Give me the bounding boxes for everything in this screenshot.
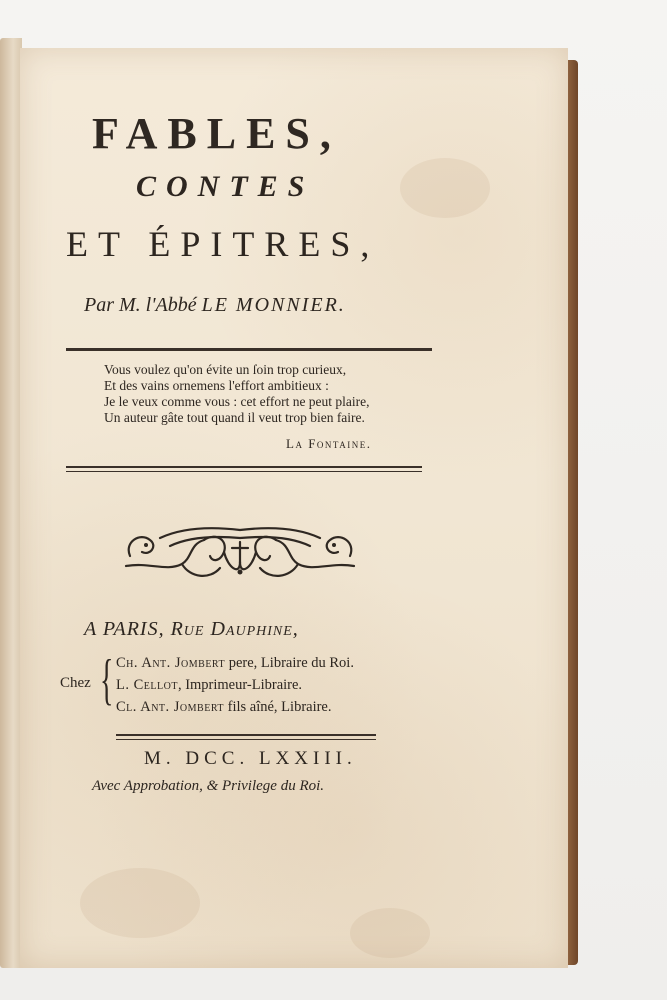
- book-left-edge: [0, 38, 22, 968]
- publisher-line: [116, 696, 436, 718]
- publisher-detail: fils aîné, Libraire.: [224, 699, 332, 715]
- foxing-stain: [400, 158, 490, 218]
- title-line-1: FABLES,: [92, 109, 341, 158]
- publisher-name: Cl. Ant. Jombert: [116, 699, 224, 715]
- publisher-line: [116, 674, 436, 696]
- foxing-stain: [350, 908, 430, 958]
- publisher-line: [116, 652, 436, 674]
- place-street: Rue Dauphine,: [170, 618, 299, 640]
- brace-glyph: {: [100, 649, 114, 711]
- imprint-place: [84, 618, 299, 641]
- chez-label: Chez: [60, 675, 91, 691]
- epigraph-line: Vous voulez qu'on évite un ſoin trop curieux,: [104, 362, 347, 377]
- title-line-2: CONTES: [136, 170, 315, 203]
- bottom-rule: [66, 466, 422, 472]
- decorative-ornament-icon: [120, 518, 360, 588]
- publisher-detail: , Imprimeur-Libraire.: [177, 677, 303, 693]
- author-name: LE MONNIER.: [201, 294, 346, 316]
- publisher-detail: pere, Libraire du Roi.: [225, 655, 354, 671]
- privilege-line: Avec Approbation, & Privilege du Roi.: [92, 778, 325, 794]
- epigraph-line: Je le veux comme vous : cet effort ne peut plaire,: [104, 394, 370, 409]
- publisher-name: L. Cellot: [116, 677, 178, 693]
- epigraph-line: Et des vains ornemens l'effort ambitieux :: [104, 378, 329, 393]
- title-line-3: ET ÉPITRES,: [66, 224, 380, 264]
- top-rule: [66, 348, 432, 351]
- epigraph-line: Un auteur gâte tout quand il veut trop bien faire.: [104, 410, 365, 425]
- author-byline: [84, 294, 346, 317]
- place-city: A PARIS,: [84, 618, 171, 640]
- publication-date: M. DCC. LXXIII.: [144, 748, 357, 769]
- epigraph-attribution: La Fontaine.: [286, 436, 372, 451]
- epigraph: [104, 362, 434, 426]
- publisher-name: Ch. Ant. Jombert: [116, 655, 226, 671]
- title-page: [20, 48, 568, 968]
- date-rule: [116, 734, 376, 740]
- byline-prefix: Par M. l'Abbé: [84, 294, 202, 316]
- foxing-stain: [80, 868, 200, 938]
- publishers-list: [116, 652, 436, 718]
